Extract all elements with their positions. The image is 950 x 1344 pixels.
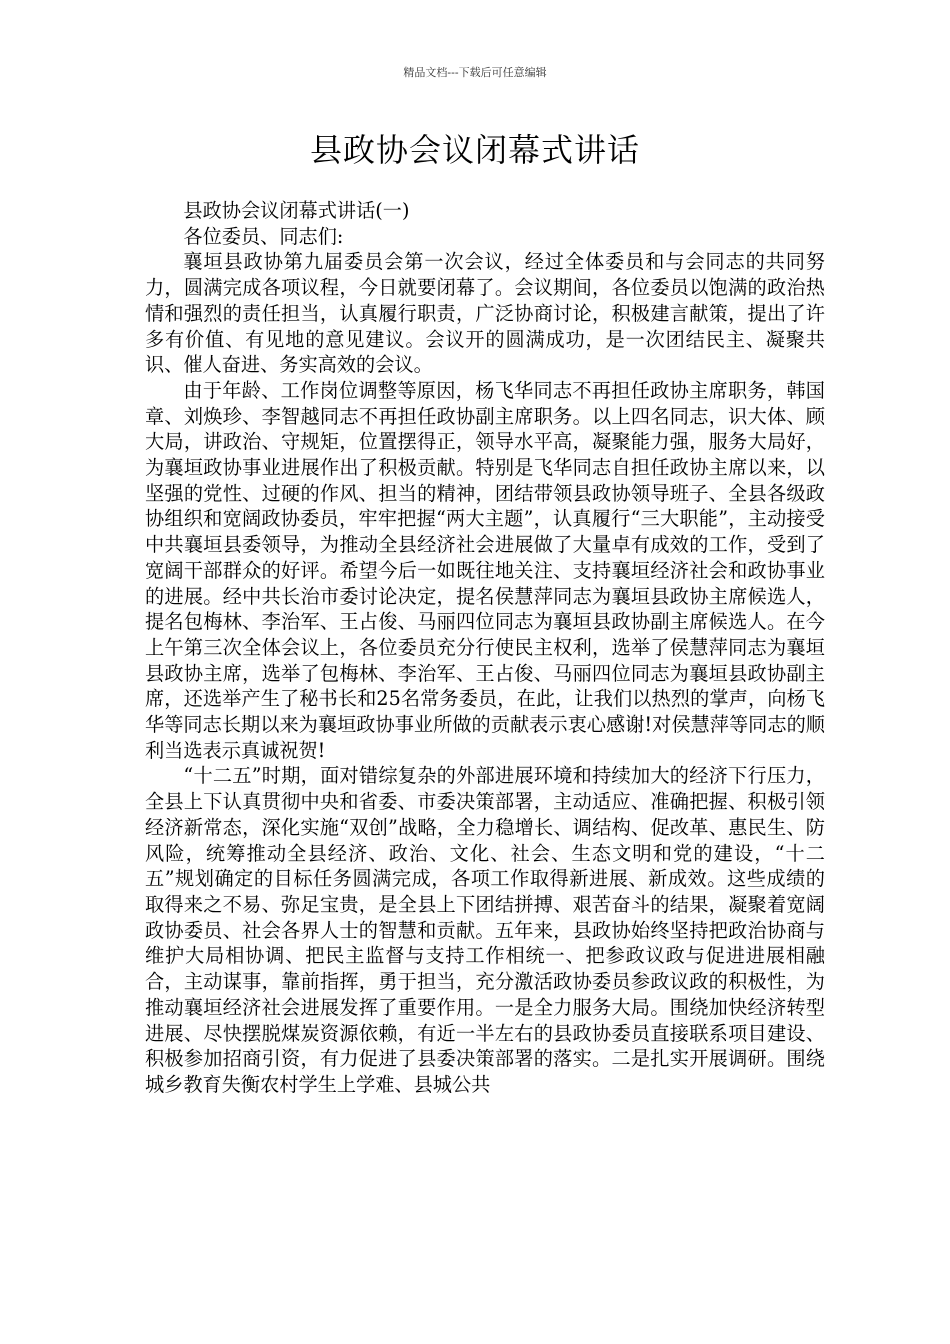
body-paragraph: 襄垣县政协第九届委员会第一次会议，经过全体委员和与会同志的共同努力，圆满完成各项议程，今日就要闭幕了。会议期间，各位委员以饱满的政治热情和强烈的责任担当，认真履行职责，广泛协商讨论，积极建言献策，提出了许多有价值、有见地的意见建议。会议开的圆满成功，是一次团结民主、凝聚共识、催人奋进、务实高效的会议。 — [145, 250, 825, 377]
body-paragraph: “十二五”时期，面对错综复杂的外部进展环境和持续加大的经济下行压力，全县上下认真贯彻中央和省委、市委决策部署，主动适应、准确把握、积极引领经济新常态，深化实施“双创”战略，全力稳增长、调结构、促改革、惠民生、防风险，统筹推动全县经济、政治、文化、社会、生态文明和党的建设，“十二五”规划确定的目标任务圆满完成，各项工作取得新进展、新成效。这些成绩的取得来之不易、弥足宝贵，是全县上下团结拼搏、艰苦奋斗的结果，凝聚着宽阔政协委员、社会各界人士的智慧和贡献。五年来，县政协始终坚持把政治协商与维护大局相协调、把民主监督与支持工作相统一、把参政议政与促进进展相融合，主动谋事，靠前指挥，勇于担当，充分激活政协委员参政议政的积极性，为推动襄垣经济社会进展发挥了重要作用。一是全力服务大局。围绕加快经济转型进展、尽快摆脱煤炭资源依赖，有近一半左右的县政协委员直接联系项目建设、积极参加招商引资，有力促进了县委决策部署的落实。二是扎实开展调研。围绕城乡教育失衡农村学生上学难、县城公共 — [145, 764, 825, 1096]
salutation-paragraph: 各位委员、同志们: — [183, 224, 344, 248]
header-note: 精品文档---下载后可任意编辑 — [403, 66, 547, 79]
document-title: 县政协会议闭幕式讲话 — [309, 131, 640, 169]
document-body — [145, 198, 825, 1098]
subtitle-paragraph: 县政协会议闭幕式讲话(一) — [183, 199, 410, 222]
body-paragraph: 由于年龄、工作岗位调整等原因，杨飞华同志不再担任政协主席职务，韩国章、刘焕珍、李智越同志不再担任政协副主席职务。以上四名同志，识大体、顾大局，讲政治、守规矩，位置摆得正，领导水平高，凝聚能力强，服务大局好，为襄垣政协事业进展作出了积极贡献。特别是飞华同志自担任政协主席以来，以坚强的党性、过硬的作风、担当的精神，团结带领县政协领导班子、全县各级政协组织和宽阔政协委员，牢牢把握“两大主题”，认真履行“三大职能”，主动接受中共襄垣县委领导，为推动全县经济社会进展做了大量卓有成效的工作，受到了宽阔干部群众的好评。希望今后一如既往地关注、支持襄垣经济社会和政协事业的进展。经中共长治市委讨论决定，提名侯慧萍同志为襄垣县政协主席候选人，提名包梅林、李治军、王占俊、马丽四位同志为襄垣县政协副主席候选人。在今上午第三次全体会议上，各位委员充分行使民主权利，选举了侯慧萍同志为襄垣县政协主席，选举了包梅林、李治军、王占俊、马丽四位同志为襄垣县政协副主席，还选举产生了秘书长和25名常务委员，在此，让我们以热烈的掌声，向杨飞华等同志长期以来为襄垣政协事业所做的贡献表示衷心感谢!对侯慧萍等同志的顺利当选表示真诚祝贺! — [145, 378, 825, 762]
